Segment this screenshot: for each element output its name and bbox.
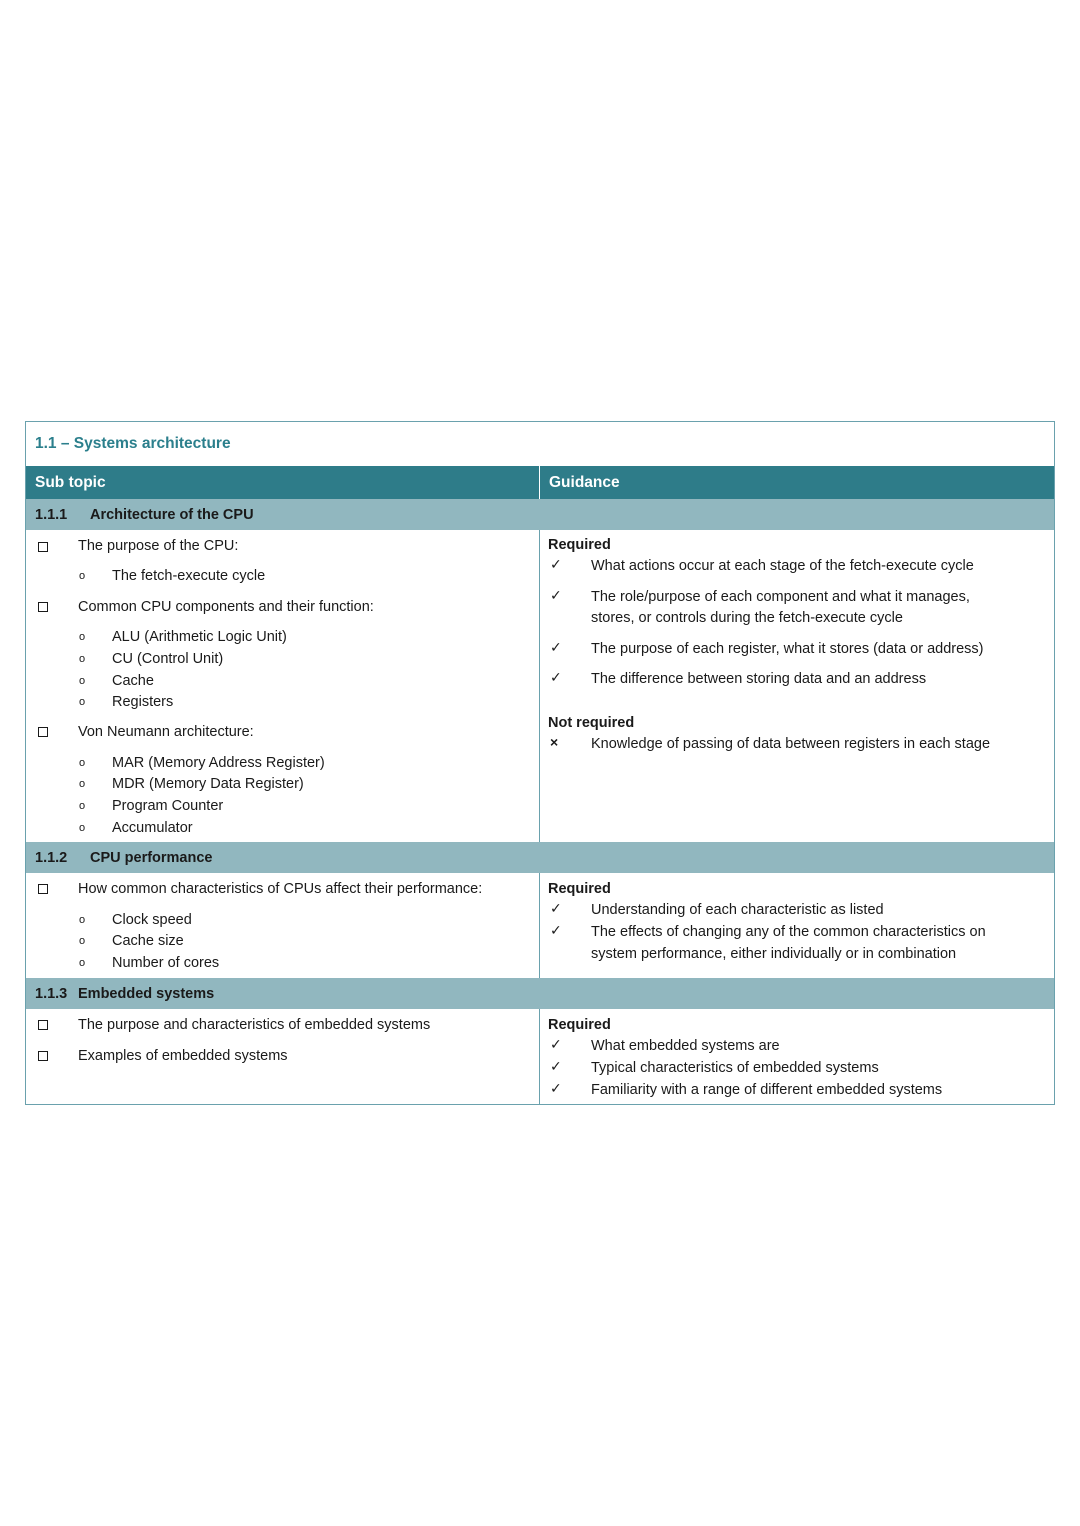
check-icon: ✓	[550, 1036, 562, 1052]
guidance-item: What actions occur at each stage of the fetch-execute cycle	[591, 558, 974, 574]
list-item: Number of cores	[112, 955, 220, 971]
header-subtopic: Sub topic	[26, 466, 540, 499]
topic-text: How common characteristics of CPUs affect their performance:	[78, 881, 483, 897]
checkbox-icon	[38, 884, 48, 894]
bullet-icon: o	[79, 957, 86, 969]
guidance-item: Familiarity with a range of different embedded systems	[591, 1082, 943, 1098]
subtopic-cell	[26, 873, 540, 978]
bullet-icon: o	[79, 675, 86, 687]
guidance-item: The difference between storing data and an address	[591, 671, 927, 687]
check-icon: ✓	[550, 1058, 562, 1074]
subtopic-cell	[26, 530, 540, 842]
section-header	[26, 499, 1054, 530]
check-icon: ✓	[550, 900, 562, 916]
guidance-item: system performance, either individually or in combination	[591, 946, 957, 962]
topic-text: Examples of embedded systems	[78, 1048, 288, 1064]
bullet-icon: o	[79, 653, 86, 665]
topic-text: Common CPU components and their function:	[78, 599, 374, 615]
guidance-cell	[540, 1009, 1054, 1104]
bullet-icon: o	[79, 822, 86, 834]
topic-text: Von Neumann architecture:	[78, 724, 254, 740]
bullet-icon: o	[79, 757, 86, 769]
table-row	[26, 873, 1054, 978]
required-label: Required	[548, 537, 611, 553]
guidance-item: stores, or controls during the fetch-execute cycle	[591, 610, 903, 626]
bullet-icon: o	[79, 570, 86, 582]
page-title: 1.1 – Systems architecture	[35, 435, 231, 452]
section-header	[26, 842, 1054, 873]
check-icon: ✓	[550, 669, 562, 685]
section-title: Architecture of the CPU	[90, 506, 254, 523]
guidance-item: Knowledge of passing of data between registers in each stage	[591, 736, 991, 752]
table-row	[26, 1009, 1054, 1104]
list-item: CU (Control Unit)	[112, 651, 224, 667]
list-item: MAR (Memory Address Register)	[112, 755, 325, 771]
list-item: ALU (Arithmetic Logic Unit)	[112, 629, 287, 645]
check-icon: ✓	[550, 639, 562, 655]
list-item: The fetch-execute cycle	[112, 568, 266, 584]
section-number: 1.1.1	[35, 506, 68, 523]
bullet-icon: o	[79, 935, 86, 947]
check-icon: ✓	[550, 922, 562, 938]
guidance-item: Understanding of each characteristic as listed	[591, 902, 884, 918]
spec-table	[25, 421, 1055, 1105]
guidance-cell	[540, 530, 1054, 842]
topic-text: The purpose of the CPU:	[78, 538, 239, 554]
section-number: 1.1.2	[35, 849, 68, 866]
check-icon: ✓	[550, 1080, 562, 1096]
cross-icon: ×	[550, 734, 559, 750]
checkbox-icon	[38, 1020, 48, 1030]
table-header	[26, 466, 1054, 499]
checkbox-icon	[38, 1051, 48, 1061]
header-guidance: Guidance	[549, 473, 620, 491]
guidance-item: The effects of changing any of the common characteristics on	[591, 924, 986, 940]
subtopic-cell	[26, 1009, 540, 1104]
section-number: 1.1.3	[35, 985, 68, 1002]
guidance-item: Typical characteristics of embedded systems	[591, 1060, 879, 1076]
topic-text: The purpose and characteristics of embedded systems	[78, 1017, 431, 1033]
bullet-icon: o	[79, 914, 86, 926]
list-item: Accumulator	[112, 820, 193, 836]
list-item: Cache size	[112, 933, 184, 949]
section-title: Embedded systems	[78, 985, 215, 1002]
bullet-icon: o	[79, 696, 86, 708]
list-item: MDR (Memory Data Register)	[112, 776, 304, 792]
guidance-item: The role/purpose of each component and what it manages,	[591, 589, 970, 605]
list-item: Registers	[112, 694, 174, 710]
list-item: Program Counter	[112, 798, 224, 814]
not-required-label: Not required	[548, 715, 635, 731]
checkbox-icon	[38, 542, 48, 552]
guidance-cell	[540, 873, 1054, 978]
required-label: Required	[548, 881, 611, 897]
required-label: Required	[548, 1017, 611, 1033]
bullet-icon: o	[79, 778, 86, 790]
section-title: CPU performance	[90, 849, 213, 866]
check-icon: ✓	[550, 556, 562, 572]
checkbox-icon	[38, 602, 48, 612]
guidance-item: What embedded systems are	[591, 1038, 780, 1054]
section-header	[26, 978, 1054, 1009]
list-item: Clock speed	[112, 912, 192, 928]
checkbox-icon	[38, 727, 48, 737]
check-icon: ✓	[550, 587, 562, 603]
bullet-icon: o	[79, 631, 86, 643]
list-item: Cache	[112, 673, 154, 689]
bullet-icon: o	[79, 800, 86, 812]
guidance-item: The purpose of each register, what it stores (data or address)	[591, 641, 984, 657]
table-row	[26, 530, 1054, 842]
